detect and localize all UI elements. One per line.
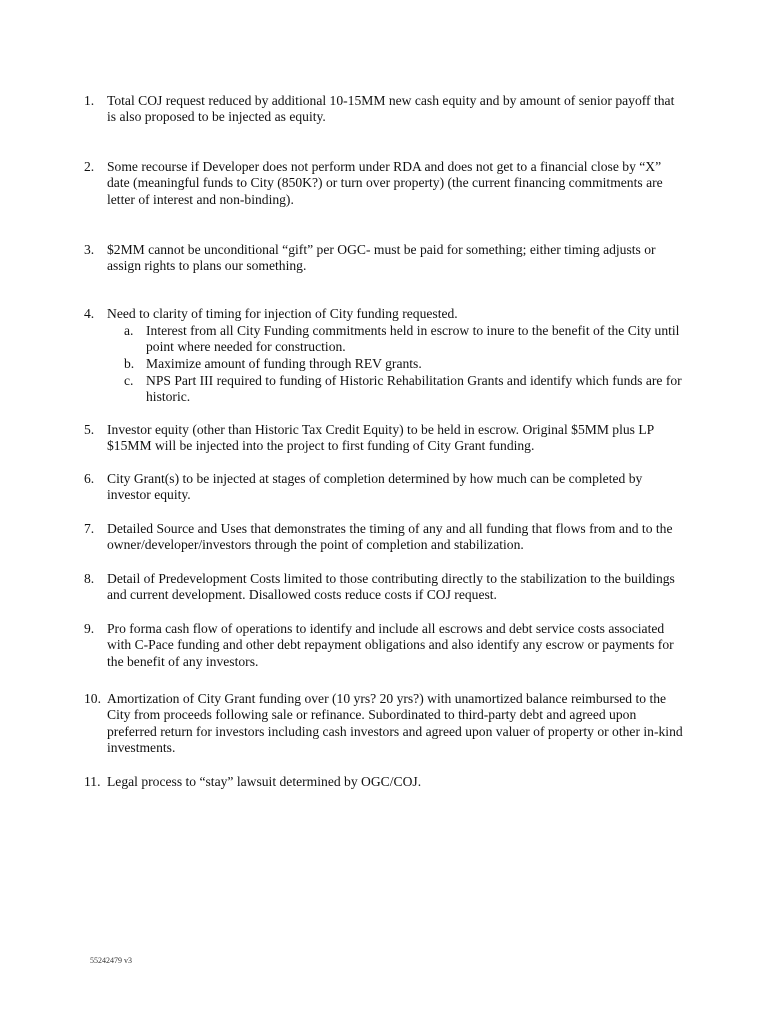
sub-text: NPS Part III required to funding of Historic Rehabilitation Grants and identify which funds are for historic.: [146, 373, 682, 405]
list-item-5: [84, 422, 684, 455]
sub-letter: c.: [124, 373, 134, 388]
sub-item-b: [124, 356, 684, 372]
list-item-9: [84, 621, 684, 670]
list-text: City Grant(s) to be injected at stages of completion determined by how much can be completed by investor equity.: [107, 471, 643, 503]
sub-letter: a.: [124, 323, 134, 338]
list-text: Detailed Source and Uses that demonstrates the timing of any and all funding that flows from and to the owner/developer/investors through the point of completion and stabilization.: [107, 521, 673, 553]
list-number: 11.: [84, 774, 101, 789]
list-number: 9.: [84, 621, 95, 636]
list-number: 3.: [84, 242, 95, 257]
list-text: Investor equity (other than Historic Tax Credit Equity) to be held in escrow. Original $5MM plus LP $15MM will be injected into the project to first funding of City Grant funding.: [107, 422, 654, 454]
list-item-3: [84, 242, 684, 275]
list-number: 5.: [84, 422, 95, 437]
list-text: Legal process to “stay” lawsuit determined by OGC/COJ.: [107, 774, 422, 789]
list-text: Amortization of City Grant funding over (10 yrs? 20 yrs?) with unamortized balance reimbursed to the City from proceeds following sale or refinance. Subordinated to third-party debt and agreed upon preferred return for investors including cash investors and agreed upon valuer of property or other in-kind investments.: [107, 691, 683, 756]
sub-text: Maximize amount of funding through REV grants.: [146, 356, 422, 371]
list-number: 7.: [84, 521, 95, 536]
list-number: 4.: [84, 306, 95, 321]
list-item-1: [84, 93, 684, 126]
list-number: 6.: [84, 471, 95, 486]
list-text: $2MM cannot be unconditional “gift” per OGC- must be paid for something; either timing adjusts or assign rights to plans our something.: [107, 242, 656, 274]
sub-item-a: [124, 323, 684, 356]
list-number: 8.: [84, 571, 95, 586]
list-item-6: [84, 471, 684, 504]
document-id-footer: 55242479 v3: [90, 956, 132, 965]
sub-letter: b.: [124, 356, 135, 371]
list-item-8: [84, 571, 684, 604]
list-text: Detail of Predevelopment Costs limited to those contributing directly to the stabilization to the buildings and current development. Disallowed costs reduce costs if COJ request.: [107, 571, 675, 603]
list-text: Pro forma cash flow of operations to identify and include all escrows and debt service costs associated with C-Pace funding and other debt repayment obligations and also identify any escrow or payments for the benefit of any investors.: [107, 621, 674, 669]
list-number: 10.: [84, 691, 101, 706]
list-number: 1.: [84, 93, 95, 108]
list-number: 2.: [84, 159, 95, 174]
list-item-10: [84, 691, 684, 757]
list-item-2: [84, 159, 684, 208]
list-item-7: [84, 521, 684, 554]
list-text: Need to clarity of timing for injection of City funding requested.: [107, 306, 458, 321]
list-text: Some recourse if Developer does not perform under RDA and does not get to a financial close by “X” date (meaningful funds to City (850K?) or turn over property) (the current financing commitments are letter of interest and non-binding).: [107, 159, 663, 207]
list-text: Total COJ request reduced by additional 10-15MM new cash equity and by amount of senior payoff that is also proposed to be injected as equity.: [107, 93, 675, 125]
list-item-4: [84, 306, 684, 322]
sub-text: Interest from all City Funding commitments held in escrow to inure to the benefit of the City until point where needed for construction.: [146, 323, 680, 355]
list-item-11: [84, 774, 684, 790]
sub-item-c: [124, 373, 684, 406]
